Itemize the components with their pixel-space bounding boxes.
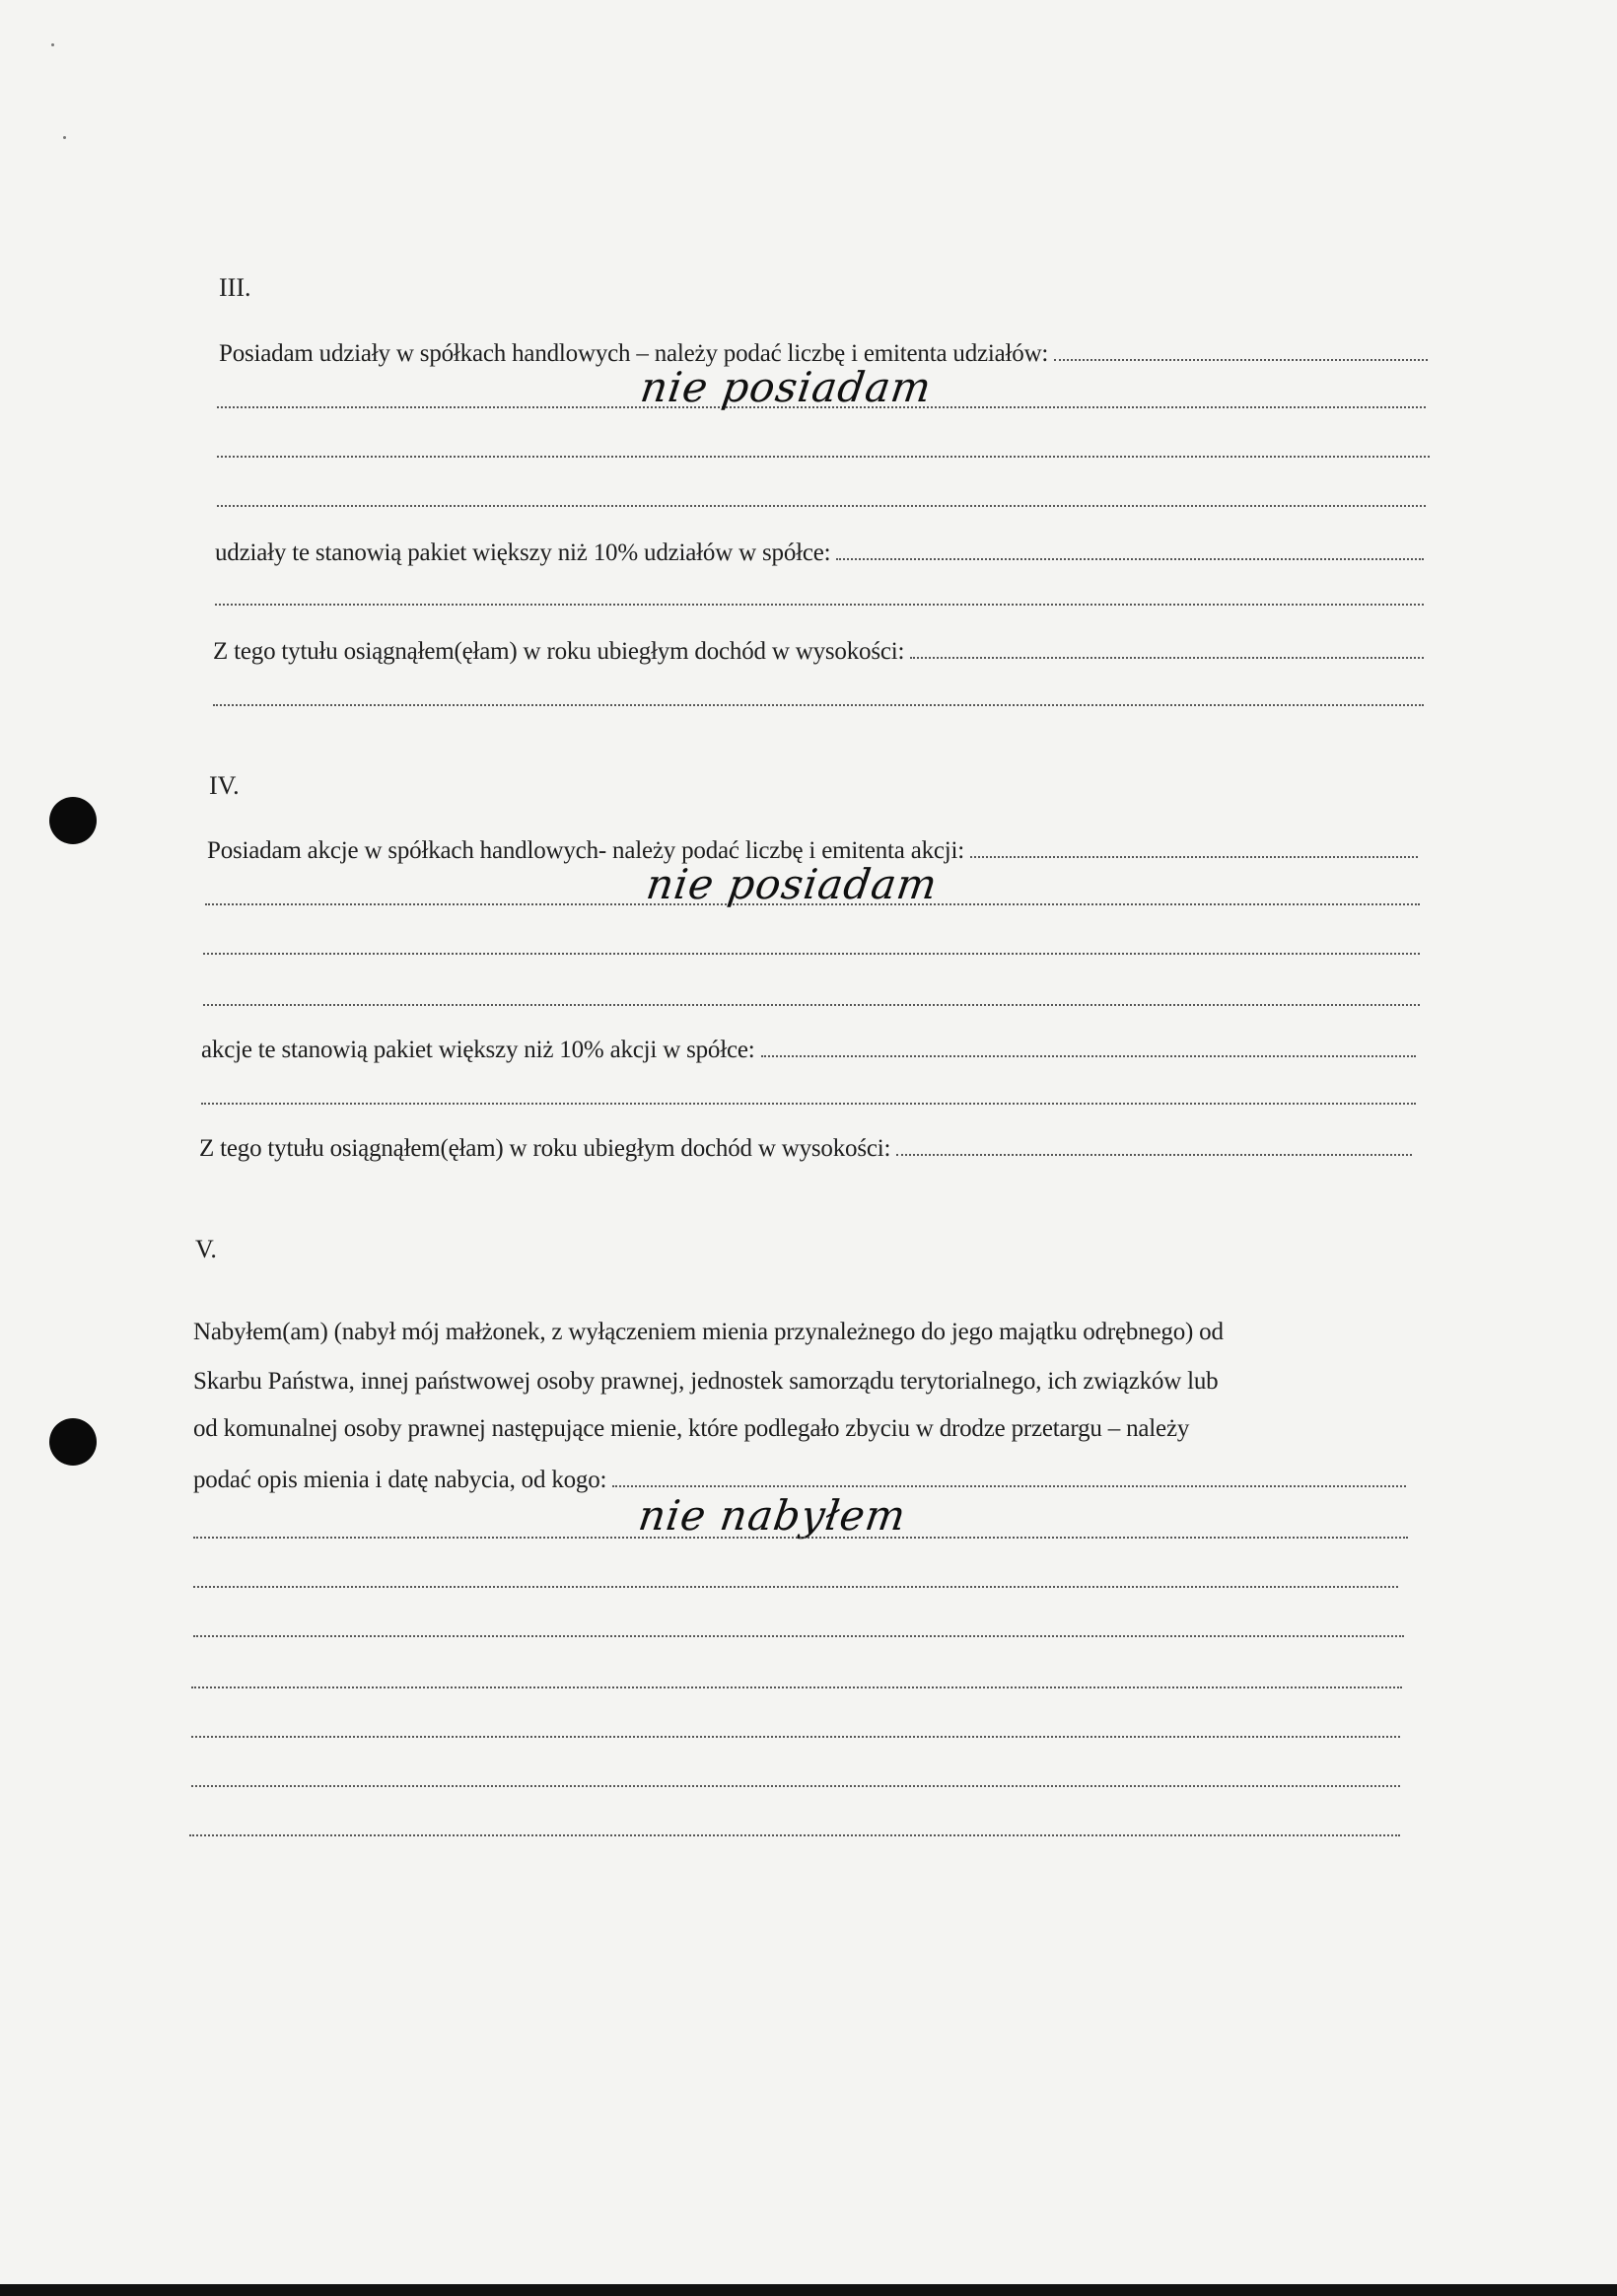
dotted-line [189,1834,1400,1836]
dotted-line [193,1537,1408,1539]
form-line [215,538,1424,568]
dotted-line [191,1686,1402,1688]
punch-hole [49,797,97,844]
dotted-line [203,1004,1420,1006]
dotted-line [191,1736,1400,1738]
section-heading: V. [195,1235,217,1263]
field-label: Z tego tytułu osiągnąłem(ęłam) w roku ubiegłym dochód w wysokości: [199,1135,891,1162]
paragraph-line: od komunalnej osoby prawnej następujące mienie, które podlegało zbyciu w drodze przetargu – należy [193,1415,1190,1442]
paragraph-line: Skarbu Państwa, innej państwowej osoby prawnej, jednostek samorządu terytorialnego, ich związków lub [193,1368,1219,1395]
dotted-line [215,604,1424,606]
handwritten-answer: nie posiadam [637,363,936,411]
dotted-line [193,1586,1398,1588]
dotted-line [213,704,1424,706]
form-line [213,637,1424,667]
field-label: Posiadam akcje w spółkach handlowych- należy podać liczbę i emitenta akcji: [207,837,965,864]
dotted-line [217,505,1426,507]
dotted-fill [612,1468,1406,1487]
scan-speck [51,43,54,46]
dotted-line [203,953,1420,955]
dotted-fill [1054,341,1428,361]
field-label: Z tego tytułu osiągnąłem(ęłam) w roku ubiegłym dochód w wysokości: [213,638,905,665]
dotted-line [201,1103,1416,1105]
dotted-line [191,1785,1400,1787]
dotted-line [217,456,1430,458]
dotted-fill [836,540,1424,560]
scan-speck [63,136,66,139]
dotted-fill [970,838,1418,858]
punch-hole [49,1418,97,1466]
scan-edge [0,2284,1617,2296]
handwritten-answer: nie posiadam [643,860,942,908]
dotted-fill [910,639,1424,659]
form-line [199,1134,1412,1164]
dotted-fill [896,1136,1412,1156]
section-heading: IV. [209,771,240,800]
dotted-fill [761,1038,1416,1057]
field-label: akcje te stanowią pakiet większy niż 10% akcji w spółce: [201,1037,755,1063]
form-line [201,1036,1416,1065]
section-heading: III. [219,273,251,302]
field-label: podać opis mienia i datę nabycia, od kogo: [193,1467,607,1493]
dotted-line [193,1635,1404,1637]
field-label: udziały te stanowią pakiet większy niż 10% udziałów w spółce: [215,539,831,566]
paragraph-line: Nabyłem(am) (nabył mój małżonek, z wyłączeniem mienia przynależnego do jego majątku odrębnego) od [193,1319,1224,1345]
field-label: Posiadam udziały w spółkach handlowych – należy podać liczbę i emitenta udziałów: [219,340,1049,367]
handwritten-answer: nie nabyłem [635,1491,910,1540]
